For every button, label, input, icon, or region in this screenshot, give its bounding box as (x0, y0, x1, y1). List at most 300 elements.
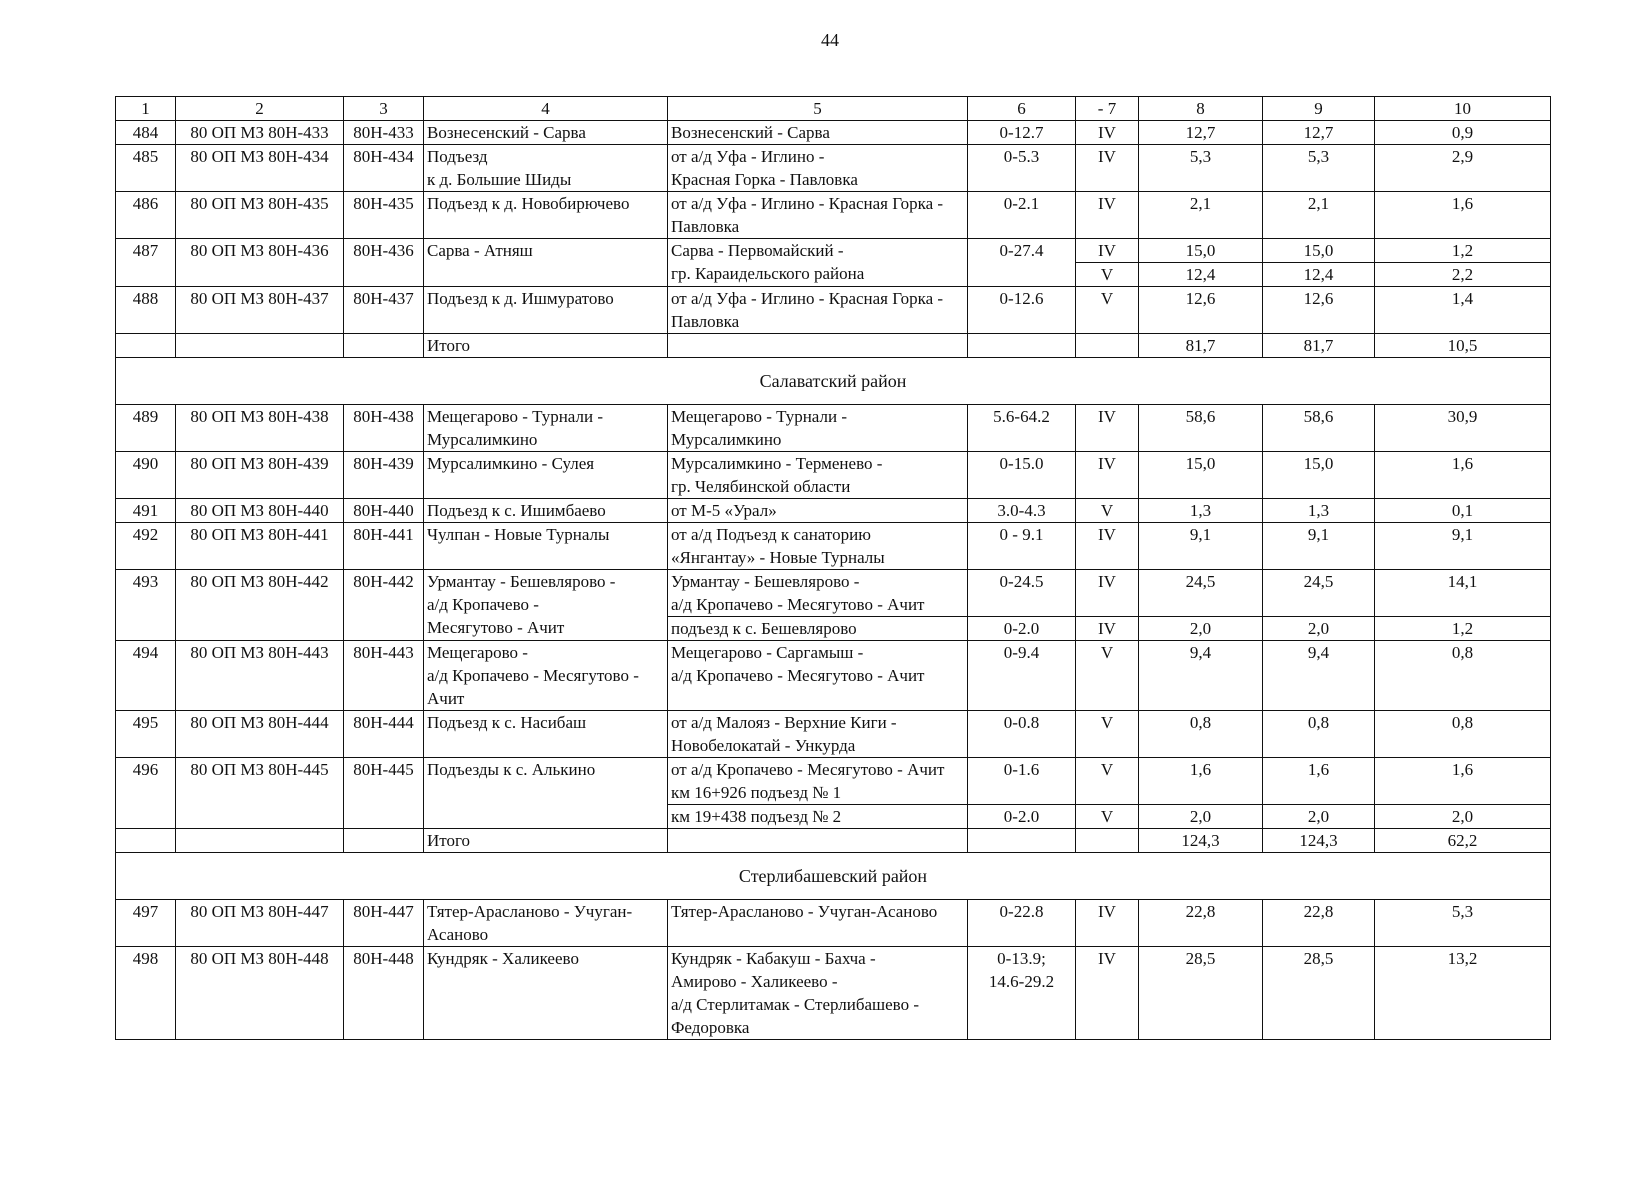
table-cell (116, 499, 176, 523)
table-cell (116, 570, 176, 641)
cell-text-line: Мурсалимкино - Сулея (427, 454, 595, 473)
table-cell (1139, 900, 1263, 947)
cell-text-line: 3.0-4.3 (997, 501, 1046, 520)
cell-text-line: Урмантау - Бешевлярово - (427, 572, 616, 591)
table-cell (1139, 121, 1263, 145)
district-section-row (116, 358, 1551, 405)
table-cell (968, 405, 1076, 452)
table-cell (1076, 121, 1139, 145)
cell-text-line: 0-27.4 (999, 241, 1044, 260)
table-cell (1139, 829, 1263, 853)
table-cell (1076, 523, 1139, 570)
cell-text-line: 80Н-435 (353, 194, 414, 213)
table-cell (116, 121, 176, 145)
cell-text-line: а/д Кропачево - Месягутово - Ачит (671, 595, 925, 614)
cell-text-line: Чулпан - Новые Турналы (427, 525, 610, 544)
table-cell (1076, 829, 1139, 853)
cell-text-line: IV (1098, 525, 1116, 544)
table-cell (668, 287, 968, 334)
table-cell (1263, 900, 1375, 947)
table-cell (344, 758, 424, 829)
table-cell (1375, 947, 1551, 1040)
cell-text-line: IV (1098, 407, 1116, 426)
header-cell: 4 (424, 97, 668, 121)
cell-text-line: 5.6-64.2 (993, 407, 1050, 426)
cell-text-line: 80 ОП МЗ 80Н-435 (190, 194, 329, 213)
cell-text-line: 80 ОП МЗ 80Н-447 (190, 902, 329, 921)
table-cell (668, 405, 968, 452)
cell-text-line: 0-13.9; (997, 949, 1046, 968)
table-cell (1375, 121, 1551, 145)
cell-text-line: 1,6 (1451, 194, 1474, 213)
cell-text-line: 12,6 (1303, 289, 1334, 308)
cell-text-line: 484 (132, 123, 159, 142)
table-row (116, 829, 1551, 853)
table-cell (1375, 405, 1551, 452)
cell-text-line: 28,5 (1303, 949, 1334, 968)
table-cell (668, 145, 968, 192)
cell-text-line: подъезд к с. Бешевлярово (671, 619, 857, 638)
table-cell (116, 641, 176, 711)
cell-text-line: 9,4 (1307, 643, 1330, 662)
cell-text-line (971, 334, 1072, 357)
table-row (116, 121, 1551, 145)
header-cell: 3 (344, 97, 424, 121)
table-cell (1139, 805, 1263, 829)
table-cell (424, 711, 668, 758)
cell-text-line: Мурсалимкино (671, 430, 782, 449)
table-cell (176, 192, 344, 239)
cell-text-line: 2,2 (1451, 265, 1474, 284)
header-cell: 1 (116, 97, 176, 121)
cell-text-line: 0,8 (1451, 643, 1474, 662)
cell-text-line: Месягутово - Ачит (427, 618, 565, 637)
table-row (116, 287, 1551, 334)
table-cell (1263, 145, 1375, 192)
cell-text-line: 485 (132, 147, 159, 166)
table-row (116, 239, 1551, 263)
table-cell (176, 405, 344, 452)
header-cell: 5 (668, 97, 968, 121)
cell-text-line: V (1100, 713, 1114, 732)
table-cell (424, 758, 668, 829)
table-cell (968, 145, 1076, 192)
cell-text-line (1079, 829, 1135, 852)
cell-text-line: 30,9 (1447, 407, 1478, 426)
cell-text-line: 80Н-445 (353, 760, 414, 779)
table-cell (1076, 641, 1139, 711)
table-cell (968, 617, 1076, 641)
cell-text-line: 2,0 (1189, 619, 1212, 638)
cell-text-line: 58,6 (1303, 407, 1334, 426)
table-cell (116, 829, 176, 853)
table-cell (968, 570, 1076, 617)
cell-text-line: 0-22.8 (999, 902, 1044, 921)
cell-text-line: 0,9 (1451, 123, 1474, 142)
cell-text-line: Итого (427, 831, 471, 850)
table-cell (1076, 947, 1139, 1040)
table-cell (344, 900, 424, 947)
table-row (116, 405, 1551, 452)
cell-text-line: 81,7 (1303, 336, 1334, 355)
cell-text-line: 62,2 (1447, 831, 1478, 850)
cell-text-line: Вознесенский - Сарва (427, 123, 586, 142)
table-cell (1263, 192, 1375, 239)
cell-text-line: 0-12.6 (999, 289, 1044, 308)
table-cell (116, 947, 176, 1040)
cell-text-line: Павловка (671, 217, 740, 236)
cell-text-line: 5,3 (1189, 147, 1212, 166)
cell-text-line: 492 (132, 525, 159, 544)
cell-text-line: 80 ОП МЗ 80Н-445 (190, 760, 329, 779)
table-cell (344, 452, 424, 499)
cell-text-line: Тятер-Арасланово - Учуган- (427, 902, 633, 921)
cell-text-line: 2,1 (1307, 194, 1330, 213)
table-cell (1139, 758, 1263, 805)
table-cell (1139, 523, 1263, 570)
table-row (116, 570, 1551, 617)
cell-text-line: Сарва - Первомайский - (671, 241, 844, 260)
cell-text-line: 12,4 (1185, 265, 1216, 284)
cell-text-line: 0-1.6 (1003, 760, 1040, 779)
table-cell (344, 192, 424, 239)
cell-text-line: 1,2 (1451, 619, 1474, 638)
cell-text-line: 80 ОП МЗ 80Н-436 (190, 241, 329, 260)
table-cell (668, 523, 968, 570)
table-cell (668, 499, 968, 523)
cell-text-line: 486 (132, 194, 159, 213)
cell-text-line: Урмантау - Бешевлярово - (671, 572, 860, 591)
table-cell (116, 900, 176, 947)
table-cell (116, 239, 176, 287)
cell-text-line: 80Н-440 (353, 501, 414, 520)
cell-text-line: 490 (132, 454, 159, 473)
table-cell (424, 900, 668, 947)
table-cell (968, 334, 1076, 358)
cell-text-line: IV (1098, 241, 1116, 260)
table-cell (1076, 239, 1139, 263)
cell-text-line: от М-5 «Урал» (671, 501, 777, 520)
cell-text-line: 487 (132, 241, 159, 260)
header-cell: 9 (1263, 97, 1375, 121)
table-cell (176, 523, 344, 570)
table-cell (116, 192, 176, 239)
cell-text-line: V (1100, 760, 1114, 779)
cell-text-line: Тятер-Арасланово - Учуган-Асаново (671, 902, 938, 921)
table-row (116, 192, 1551, 239)
cell-text-line: 10,5 (1447, 336, 1478, 355)
cell-text-line: 0-5.3 (1003, 147, 1040, 166)
header-cell: 8 (1139, 97, 1263, 121)
table-cell (668, 570, 968, 617)
cell-text-line: Кундряк - Халикеево (427, 949, 579, 968)
cell-text-line: Подъезд к д. Новобирючево (427, 194, 630, 213)
cell-text-line: Ачит (427, 689, 465, 708)
cell-text-line: 80 ОП МЗ 80Н-437 (190, 289, 329, 308)
table-row (116, 758, 1551, 805)
cell-text-line: 22,8 (1185, 902, 1216, 921)
cell-text-line: IV (1098, 619, 1116, 638)
cell-text-line: Мещегарово - Турнали - (427, 407, 603, 426)
cell-text-line: 1,2 (1451, 241, 1474, 260)
district-name: Стерлибашевский район (116, 853, 1551, 900)
table-row (116, 900, 1551, 947)
cell-text-line: 9,1 (1307, 525, 1330, 544)
cell-text-line: Подъезды к с. Алькино (427, 760, 596, 779)
cell-text-line: от а/д Подъезд к санаторию (671, 525, 871, 544)
cell-text-line (671, 334, 964, 357)
cell-text-line: 81,7 (1185, 336, 1216, 355)
header-cell: 6 (968, 97, 1076, 121)
header-row (116, 97, 1551, 121)
table-cell (1375, 758, 1551, 805)
cell-text-line: Подъезд к с. Насибаш (427, 713, 587, 732)
cell-text-line (179, 334, 340, 357)
table-cell (1263, 405, 1375, 452)
cell-text-line: 2,9 (1451, 147, 1474, 166)
table-cell (1375, 263, 1551, 287)
table-cell (968, 452, 1076, 499)
table-cell (668, 192, 968, 239)
table-cell (1375, 805, 1551, 829)
cell-text-line: 1,3 (1189, 501, 1212, 520)
table-cell (344, 121, 424, 145)
table-cell (1375, 145, 1551, 192)
table-cell (1139, 239, 1263, 263)
cell-text-line: 80Н-448 (353, 949, 414, 968)
cell-text-line: Мещегарово - Саргамыш - (671, 643, 864, 662)
cell-text-line: 12,7 (1303, 123, 1334, 142)
table-cell (668, 334, 968, 358)
table-cell (1263, 499, 1375, 523)
cell-text-line: а/д Кропачево - Месягутово - Ачит (671, 666, 925, 685)
cell-text-line: IV (1098, 902, 1116, 921)
cell-text-line: 9,1 (1189, 525, 1212, 544)
cell-text-line: 80 ОП МЗ 80Н-441 (190, 525, 329, 544)
table-cell (1375, 239, 1551, 263)
cell-text-line: 0,8 (1451, 713, 1474, 732)
table-cell (668, 829, 968, 853)
cell-text-line: 80Н-439 (353, 454, 414, 473)
cell-text-line: Новобелокатай - Ункурда (671, 736, 856, 755)
cell-text-line (119, 829, 172, 852)
cell-text-line: Сарва - Атняш (427, 241, 533, 260)
cell-text-line: 0-2.0 (1003, 619, 1040, 638)
header-cell: 10 (1375, 97, 1551, 121)
cell-text-line: гр. Караидельского района (671, 264, 865, 283)
cell-text-line: 58,6 (1185, 407, 1216, 426)
table-cell (1375, 570, 1551, 617)
cell-text-line: 12,6 (1185, 289, 1216, 308)
table-row (116, 711, 1551, 758)
cell-text-line: 1,6 (1307, 760, 1330, 779)
table-cell (668, 617, 968, 641)
table-cell (1375, 452, 1551, 499)
table-cell (968, 287, 1076, 334)
cell-text-line: Мещегарово - (427, 643, 528, 662)
table-cell (344, 641, 424, 711)
table-cell (1076, 499, 1139, 523)
table-cell (668, 239, 968, 287)
table-cell (424, 192, 668, 239)
cell-text-line: 1,3 (1307, 501, 1330, 520)
cell-text-line: 80Н-447 (353, 902, 414, 921)
cell-text-line: V (1100, 501, 1114, 520)
table-cell (1076, 758, 1139, 805)
table-cell (1263, 829, 1375, 853)
table-cell (424, 829, 668, 853)
table-cell (116, 758, 176, 829)
cell-text-line: от а/д Кропачево - Месягутово - Ачит (671, 760, 945, 779)
cell-text-line: 80Н-437 (353, 289, 414, 308)
header-cell: - 7 (1076, 97, 1139, 121)
table-row (116, 334, 1551, 358)
table-cell (1076, 711, 1139, 758)
cell-text-line: Амирово - Халикеево - (671, 972, 838, 991)
table-cell (344, 405, 424, 452)
table-cell (1139, 192, 1263, 239)
cell-text-line: 80 ОП МЗ 80Н-434 (190, 147, 329, 166)
table-cell (1076, 617, 1139, 641)
table-cell (344, 334, 424, 358)
table-cell (1076, 570, 1139, 617)
cell-text-line: 0-15.0 (999, 454, 1044, 473)
table-cell (176, 287, 344, 334)
table-cell (1076, 900, 1139, 947)
cell-text-line: 0,8 (1307, 713, 1330, 732)
cell-text-line: 28,5 (1185, 949, 1216, 968)
table-cell (968, 829, 1076, 853)
table-cell (1263, 805, 1375, 829)
table-cell (1076, 805, 1139, 829)
cell-text-line: 15,0 (1303, 454, 1334, 473)
table-cell (424, 145, 668, 192)
cell-text-line: 80Н-436 (353, 241, 414, 260)
table-cell (116, 711, 176, 758)
table-cell (116, 334, 176, 358)
table-cell (344, 711, 424, 758)
cell-text-line: 5,3 (1451, 902, 1474, 921)
table-cell (668, 452, 968, 499)
cell-text-line: 0,1 (1451, 501, 1474, 520)
cell-text-line: 80 ОП МЗ 80Н-443 (190, 643, 329, 662)
table-cell (668, 947, 968, 1040)
cell-text-line: Асаново (427, 925, 489, 944)
table-cell (116, 287, 176, 334)
table-row (116, 452, 1551, 499)
table-cell (668, 758, 968, 805)
page-number: 44 (821, 30, 839, 50)
cell-text-line: IV (1098, 147, 1116, 166)
cell-text-line: к д. Большие Шиды (427, 170, 572, 189)
table-cell (176, 570, 344, 641)
cell-text-line: 80Н-444 (353, 713, 414, 732)
table-cell (1263, 287, 1375, 334)
table-cell (1139, 263, 1263, 287)
table-cell (116, 145, 176, 192)
table-cell (1263, 523, 1375, 570)
table-cell (668, 805, 968, 829)
cell-text-line: Федоровка (671, 1018, 750, 1037)
table-cell (1076, 287, 1139, 334)
cell-text-line: IV (1098, 572, 1116, 591)
table-cell (344, 570, 424, 641)
table-cell (176, 711, 344, 758)
cell-text-line: 5,3 (1307, 147, 1330, 166)
table-cell (1139, 641, 1263, 711)
district-name: Салаватский район (116, 358, 1551, 405)
cell-text-line: 0-12.7 (999, 123, 1044, 142)
table-cell (424, 334, 668, 358)
table-cell (424, 641, 668, 711)
cell-text-line: 80 ОП МЗ 80Н-444 (190, 713, 329, 732)
cell-text-line (347, 334, 420, 357)
cell-text-line (347, 829, 420, 852)
cell-text-line: 80Н-438 (353, 407, 414, 426)
cell-text-line: 9,1 (1451, 525, 1474, 544)
table-cell (1139, 334, 1263, 358)
cell-text-line: IV (1098, 194, 1116, 213)
table-cell (116, 405, 176, 452)
table-cell (968, 758, 1076, 805)
table-cell (1375, 499, 1551, 523)
cell-text-line: а/д Кропачево - (427, 595, 539, 614)
cell-text-line: 494 (132, 643, 159, 662)
table-cell (968, 900, 1076, 947)
cell-text-line: 0-2.0 (1003, 807, 1040, 826)
table-cell (1263, 334, 1375, 358)
table-cell (344, 239, 424, 287)
cell-text-line: 80 ОП МЗ 80Н-440 (190, 501, 329, 520)
cell-text-line: 493 (132, 572, 159, 591)
cell-text-line: 491 (132, 501, 159, 520)
cell-text-line: 80Н-441 (353, 525, 414, 544)
cell-text-line: 496 (132, 760, 159, 779)
table-cell (344, 523, 424, 570)
table-cell (424, 287, 668, 334)
table-cell (424, 523, 668, 570)
cell-text-line: V (1100, 807, 1114, 826)
table-cell (344, 499, 424, 523)
table-cell (176, 334, 344, 358)
cell-text-line: 2,0 (1307, 619, 1330, 638)
cell-text-line: км 19+438 подъезд № 2 (671, 807, 842, 826)
table-cell (1263, 947, 1375, 1040)
cell-text-line: 14,1 (1447, 572, 1478, 591)
table-cell (1139, 570, 1263, 617)
cell-text-line: 1,6 (1451, 454, 1474, 473)
table-cell (424, 570, 668, 641)
table-cell (968, 499, 1076, 523)
cell-text-line: 15,0 (1303, 241, 1334, 260)
cell-text-line: от а/д Уфа - Иглино - (671, 147, 825, 166)
table-row (116, 145, 1551, 192)
table-row (116, 947, 1551, 1040)
table-cell (968, 947, 1076, 1040)
table-cell (176, 239, 344, 287)
cell-text-line: Павловка (671, 312, 740, 331)
cell-text-line: Подъезд к с. Ишимбаево (427, 501, 606, 520)
cell-text-line: 13,2 (1447, 949, 1478, 968)
cell-text-line: 22,8 (1303, 902, 1334, 921)
table-cell (968, 523, 1076, 570)
table-cell (668, 641, 968, 711)
table-cell (1076, 145, 1139, 192)
table-cell (176, 641, 344, 711)
cell-text-line: а/д Стерлитамак - Стерлибашево - (671, 995, 920, 1014)
roads-table (115, 96, 1551, 1040)
cell-text-line: 80 ОП МЗ 80Н-433 (190, 123, 329, 142)
